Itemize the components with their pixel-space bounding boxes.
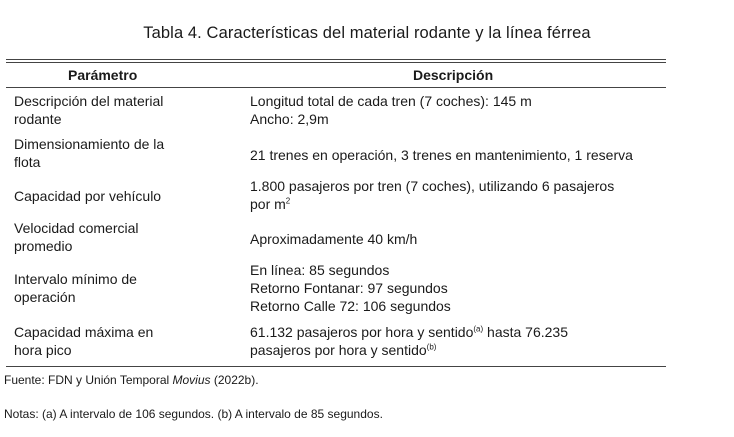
row-1-desc-line-1: Longitud total de cada tren (7 coches): 145 m [250, 93, 532, 109]
row-5-param [14, 270, 214, 306]
row-1-desc-line-2: Ancho: 2,9m [250, 111, 329, 127]
row-5-desc-line-3: Retorno Calle 72: 106 segundos [250, 298, 451, 314]
header-descripcion: Descripción [413, 67, 494, 83]
row-5-param-line-1: Intervalo mínimo de [14, 271, 137, 287]
row-6-desc-sup-b: (b) [426, 342, 437, 352]
row-3-param-line-1: Capacidad por vehículo [14, 188, 162, 204]
notes-text: Notas: (a) A intervalo de 106 segundos. (b) A intervalo de 85 segundos. [4, 407, 383, 421]
row-2-param [14, 135, 214, 171]
row-2-desc [250, 146, 670, 164]
row-6-desc-text-1: 61.132 pasajeros por hora y sentido [250, 324, 474, 340]
source-prefix: Fuente: FDN y Unión Temporal [4, 373, 173, 387]
top-rule-second [6, 62, 666, 63]
header-rule [6, 87, 666, 88]
row-6-desc-line-1 [250, 323, 670, 341]
row-6-desc-line-2 [250, 341, 670, 359]
row-6-desc-text-2: pasajeros por hora y sentido [250, 342, 427, 358]
row-4-param-line-2: promedio [14, 238, 73, 254]
row-3-desc-superscript: 2 [285, 196, 291, 206]
row-6-param-line-2: hora pico [14, 342, 72, 358]
row-2-desc-line-1: 21 trenes en operación, 3 trenes en mantenimiento, 1 reserva [250, 147, 633, 163]
source-italic: Movius [172, 373, 211, 387]
row-4-param-line-1: Velocidad comercial [14, 220, 139, 236]
row-3-desc-line-2 [250, 195, 670, 213]
row-4-desc [250, 230, 670, 248]
row-1-param-line-2: rodante [14, 111, 62, 127]
row-2-param-line-1: Dimensionamiento de la [14, 136, 165, 152]
row-3-desc-line-1: 1.800 pasajeros por tren (7 coches), utilizando 6 pasajeros [250, 178, 615, 194]
table-title: Tabla 4. Características del material rodante y la línea férrea [143, 24, 591, 42]
row-5-desc [250, 261, 670, 315]
header-parametro: Parámetro [68, 67, 138, 83]
row-5-desc-line-1: En línea: 85 segundos [250, 262, 390, 278]
row-1-param-line-1: Descripción del material [14, 93, 164, 109]
row-3-desc-unit: por m [250, 196, 286, 212]
row-3-desc [250, 177, 670, 213]
row-4-param [14, 219, 214, 255]
bottom-rule [6, 366, 666, 367]
row-6-desc [250, 323, 670, 359]
row-4-desc-line-1: Aproximadamente 40 km/h [250, 231, 418, 247]
row-1-param [14, 92, 214, 128]
row-1-desc [250, 92, 670, 128]
row-6-param-line-1: Capacidad máxima en [14, 324, 154, 340]
row-6-desc-text-1-tail: hasta 76.235 [483, 324, 569, 340]
row-6-param [14, 323, 214, 359]
row-6-desc-sup-a: (a) [473, 324, 484, 334]
top-rule [6, 59, 666, 60]
row-3-param [14, 187, 214, 205]
row-2-param-line-2: flota [14, 154, 41, 170]
source-note [4, 373, 259, 387]
row-5-param-line-2: operación [14, 289, 76, 305]
row-5-desc-line-2: Retorno Fontanar: 97 segundos [250, 280, 448, 296]
source-suffix: (2022b). [210, 373, 259, 387]
